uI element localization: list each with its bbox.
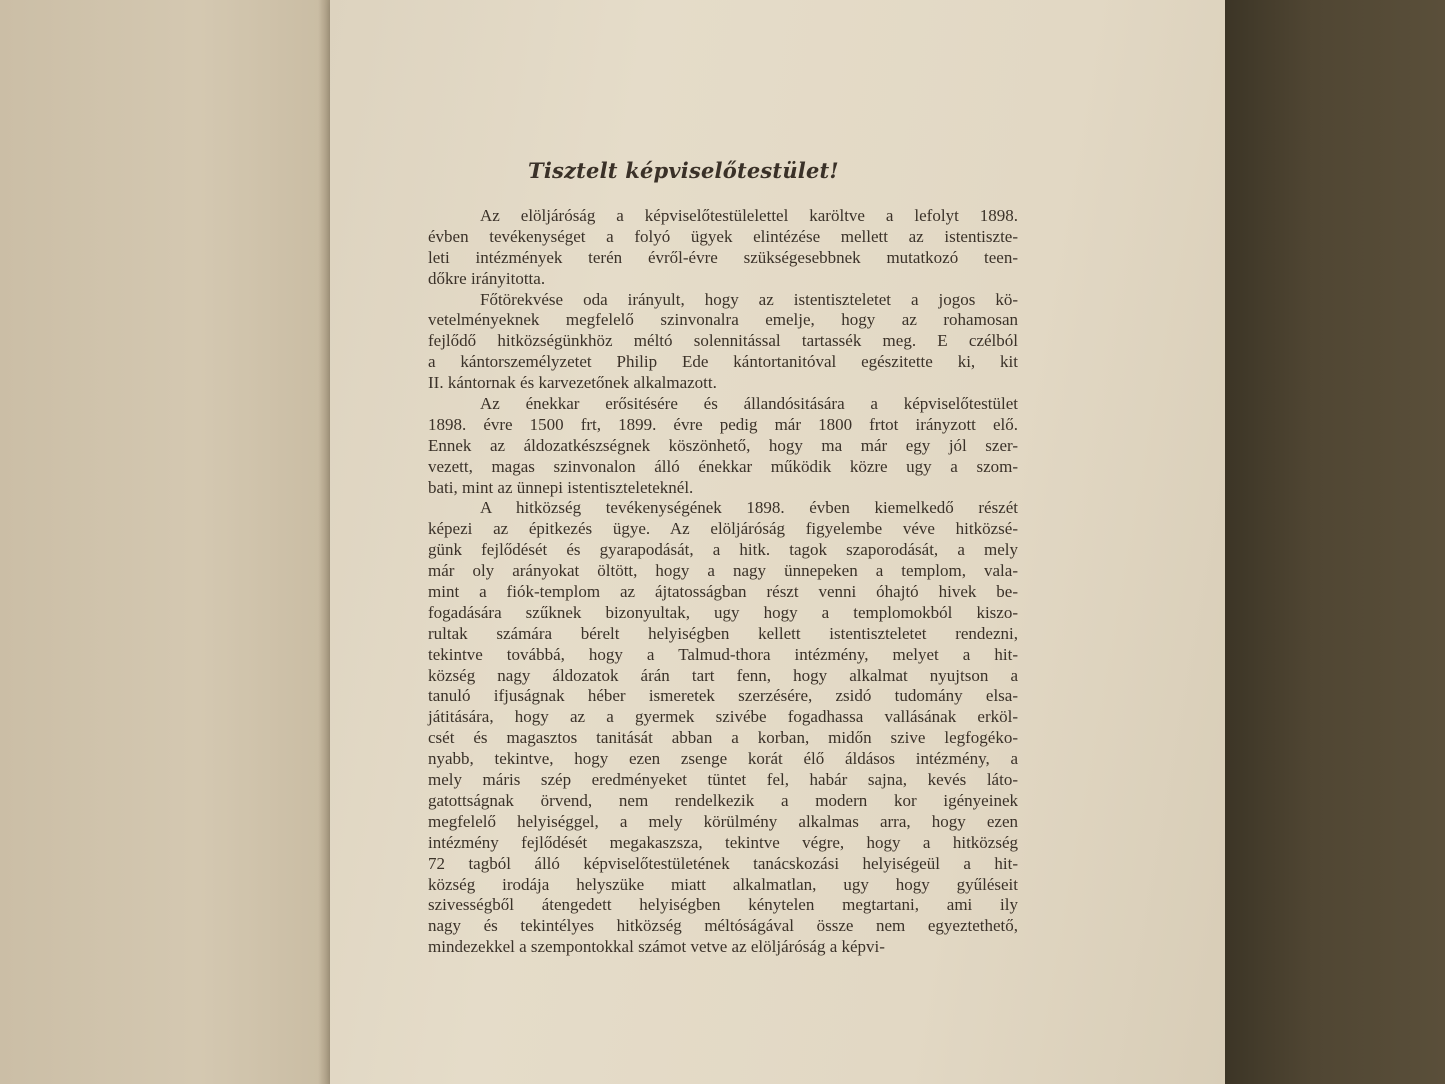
text-line: bati, mint az ünnepi istentiszteleteknél. xyxy=(428,477,694,497)
text-line: Főtörekvése oda irányult, hogy az istentiszteletet a jogos kö- xyxy=(480,289,1018,309)
text-line: képezi az épitkezés ügye. Az elöljáróság figyelembe véve hitközsé- xyxy=(428,519,1018,539)
text-line: gatottságnak örvend, nem rendelkezik a modern kor igényeinek xyxy=(428,790,1018,810)
text-line: fogadására szűknek bizonyultak, ugy hogy a templomokból kiszo- xyxy=(428,602,1018,622)
text-line: leti intézmények terén évről-évre szükségesebbnek mutatkozó teen- xyxy=(428,247,1018,267)
text-line: günk fejlődését és gyarapodását, a hitk. tagok szaporodását, a mely xyxy=(428,540,1018,560)
text-line: A hitközség tevékenységének 1898. évben kiemelkedő részét xyxy=(480,498,1018,518)
text-line: község irodája helyszüke miatt alkalmatlan, ugy hogy gyűléseit xyxy=(428,874,1018,894)
background-surface-right xyxy=(1225,0,1445,1084)
paragraph xyxy=(428,290,1018,394)
paragraph xyxy=(428,498,1018,958)
text-line: II. kántornak és karvezetőnek alkalmazott. xyxy=(428,373,717,393)
text-line: 72 tagból álló képviselőtestületének tanácskozási helyiségeül a hit- xyxy=(428,853,1018,873)
text-line: község nagy áldozatok árán tart fenn, hogy alkalmat nyujtson a xyxy=(428,665,1018,685)
text-line: a kántorszemélyzetet Philip Ede kántortanitóval egészitette ki, kit xyxy=(428,352,1018,372)
page-heading: Tisztelt képviselőtestület! xyxy=(528,158,839,183)
text-line: tekintve továbbá, hogy a Talmud-thora intézmény, melyet a hit- xyxy=(428,644,1018,664)
text-line: fejlődő hitközségünkhöz méltó solennitással tartassék meg. E czélból xyxy=(428,331,1018,351)
text-line: már oly arányokat öltött, hogy a nagy ünnepeken a templom, vala- xyxy=(428,561,1018,581)
text-line: nyabb, tekintve, hogy ezen zsenge korát élő áldásos intézmény, a xyxy=(428,749,1018,769)
text-line: nagy és tekintélyes hitközség méltóságával össze nem egyeztethető, xyxy=(428,916,1018,936)
text-line: tanuló ifjuságnak héber ismeretek szerzésére, zsidó tudomány elsa- xyxy=(428,686,1018,706)
text-line: vetelményeknek megfelelő szinvonalra emelje, hogy az rohamosan xyxy=(428,310,1018,330)
paragraph xyxy=(428,394,1018,498)
text-line: csét és magasztos tanitását abban a korban, midőn szive legfogéko- xyxy=(428,728,1018,748)
facing-page-left xyxy=(0,0,330,1084)
text-line: mindezekkel a szempontokkal számot vetve az elöljáróság a képvi- xyxy=(428,937,885,957)
body-text xyxy=(428,206,1018,958)
text-line: mely máris szép eredményeket tüntet fel, habár sajna, kevés láto- xyxy=(428,770,1018,790)
text-line: 1898. évre 1500 frt, 1899. évre pedig már 1800 frtot irányzott elő. xyxy=(428,414,1018,434)
text-line: mint a fiók-templom az ájtatosságban részt venni óhajtó hivek be- xyxy=(428,582,1018,602)
paragraph xyxy=(428,206,1018,290)
text-line: évben tevékenységet a folyó ügyek elintézése mellett az istentiszte- xyxy=(428,226,1018,246)
text-line: megfelelő helyiséggel, a mely körülmény alkalmas arra, hogy ezen xyxy=(428,811,1018,831)
text-line: szivességből átengedett helyiségben kénytelen megtartani, ami ily xyxy=(428,895,1018,915)
text-line: Az elöljáróság a képviselőtestülelettel karöltve a lefolyt 1898. xyxy=(480,206,1018,225)
text-line: Az énekkar erősitésére és állandósitására a képviselőtestület xyxy=(480,394,1018,414)
text-line: játitására, hogy az a gyermek szivébe fogadhassa vallásának erköl- xyxy=(428,707,1018,727)
text-line: rultak számára bérelt helyiségben kellett istentiszteletet rendezni, xyxy=(428,623,1018,643)
text-line: intézmény fejlődését megakaszsza, tekintve végre, hogy a hitközség xyxy=(428,832,1018,852)
text-line: Ennek az áldozatkészségnek köszönhető, hogy ma már egy jól szer- xyxy=(428,435,1018,455)
text-line: dőkre irányitotta. xyxy=(428,268,546,288)
text-line: vezett, magas szinvonalon álló énekkar működik közre ugy a szom- xyxy=(428,456,1018,476)
